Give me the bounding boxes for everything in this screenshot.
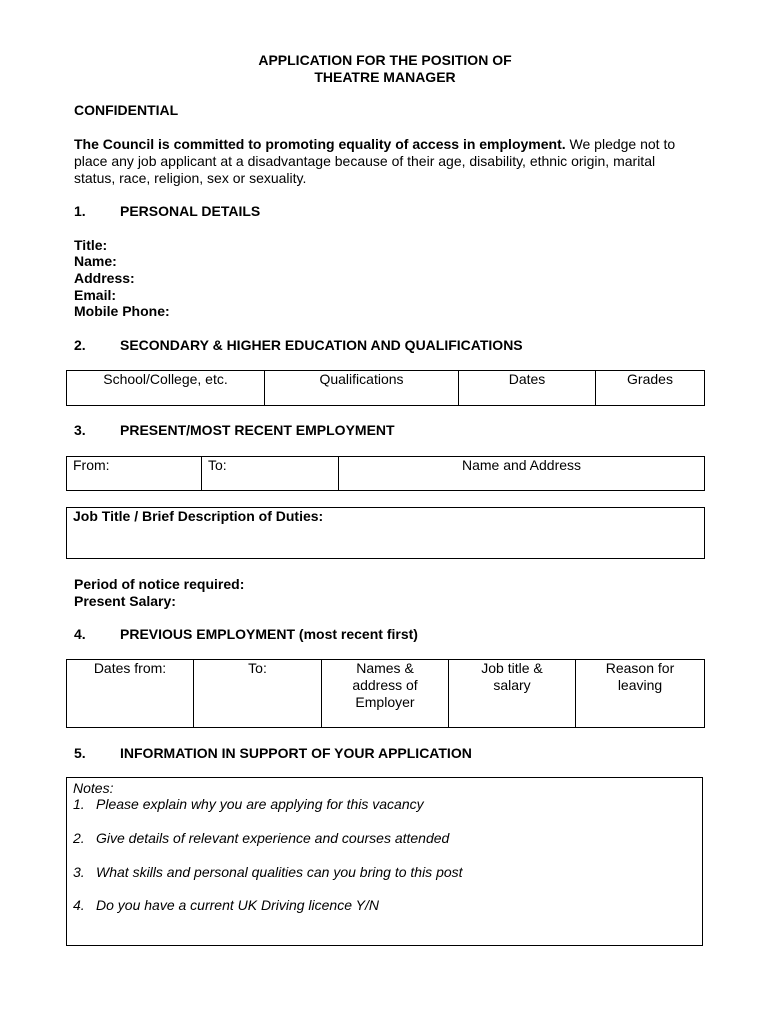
- education-col-school[interactable]: School/College, etc.: [67, 371, 265, 406]
- education-col-dates[interactable]: Dates: [459, 371, 596, 406]
- equality-statement-rest: We pledge not to place any job applicant at a disadvantage because of their age, disability, ethnic origin, marital status, race, religion, sex or sexuality.: [74, 136, 676, 186]
- note-text: What skills and personal qualities can you bring to this post: [96, 864, 463, 880]
- previous-col-reason[interactable]: Reason for leaving: [576, 660, 705, 728]
- section-2-title: SECONDARY & HIGHER EDUCATION AND QUALIFICATIONS: [120, 337, 523, 353]
- education-col-qualifications[interactable]: Qualifications: [265, 371, 459, 406]
- previous-employment-header-row: [67, 660, 705, 728]
- notes-label: Notes:: [73, 780, 114, 796]
- section-4-title: PREVIOUS EMPLOYMENT (most recent first): [120, 626, 418, 642]
- recent-employment-header-row: [67, 457, 705, 491]
- previous-col-dates-from[interactable]: Dates from:: [67, 660, 194, 728]
- equality-statement: [74, 136, 694, 187]
- equality-statement-bold: The Council is committed to promoting equality of access in employment.: [74, 136, 566, 152]
- note-text: Please explain why you are applying for this vacancy: [96, 796, 424, 812]
- confidential-label: CONFIDENTIAL: [74, 102, 179, 118]
- recent-col-from[interactable]: From:: [67, 457, 202, 491]
- section-1-number: 1.: [74, 203, 86, 219]
- section-2-number: 2.: [74, 337, 86, 353]
- education-col-grades[interactable]: Grades: [596, 371, 705, 406]
- note-number: 3.: [73, 864, 85, 880]
- previous-col-job-title[interactable]: Job title & salary: [449, 660, 576, 728]
- note-text: Do you have a current UK Driving licence Y/N: [96, 897, 379, 913]
- note-number: 2.: [73, 830, 85, 846]
- recent-col-to[interactable]: To:: [202, 457, 339, 491]
- duties-label[interactable]: Job Title / Brief Description of Duties:: [67, 508, 705, 559]
- previous-col-to[interactable]: To:: [194, 660, 322, 728]
- present-salary-label: Present Salary:: [74, 593, 176, 609]
- form-title-line1: APPLICATION FOR THE POSITION OF: [258, 52, 512, 68]
- field-name-label: Name:: [74, 253, 117, 269]
- section-5-title: INFORMATION IN SUPPORT OF YOUR APPLICATION: [120, 745, 472, 761]
- field-email-label: Email:: [74, 287, 117, 303]
- recent-employment-table: [66, 456, 705, 491]
- field-address-label: Address:: [74, 270, 135, 286]
- section-3-number: 3.: [74, 422, 86, 438]
- section-5-number: 5.: [74, 745, 86, 761]
- education-header-row: [67, 371, 705, 406]
- note-number: 1.: [73, 796, 85, 812]
- field-title-label: Title:: [74, 237, 108, 253]
- note-text: Give details of relevant experience and courses attended: [96, 830, 450, 846]
- notice-period-label: Period of notice required:: [74, 576, 245, 592]
- previous-col-employer[interactable]: Names & address of Employer: [322, 660, 449, 728]
- section-4-number: 4.: [74, 626, 86, 642]
- support-information-box[interactable]: [66, 777, 703, 946]
- education-table: [66, 370, 705, 406]
- recent-col-name-address[interactable]: Name and Address: [339, 457, 705, 491]
- note-number: 4.: [73, 897, 85, 913]
- form-title-line2: THEATRE MANAGER: [314, 69, 456, 85]
- section-1-title: PERSONAL DETAILS: [120, 203, 261, 219]
- section-3-title: PRESENT/MOST RECENT EMPLOYMENT: [120, 422, 395, 438]
- duties-box: [66, 507, 705, 559]
- previous-employment-table: [66, 659, 705, 728]
- field-mobile-label: Mobile Phone:: [74, 303, 170, 319]
